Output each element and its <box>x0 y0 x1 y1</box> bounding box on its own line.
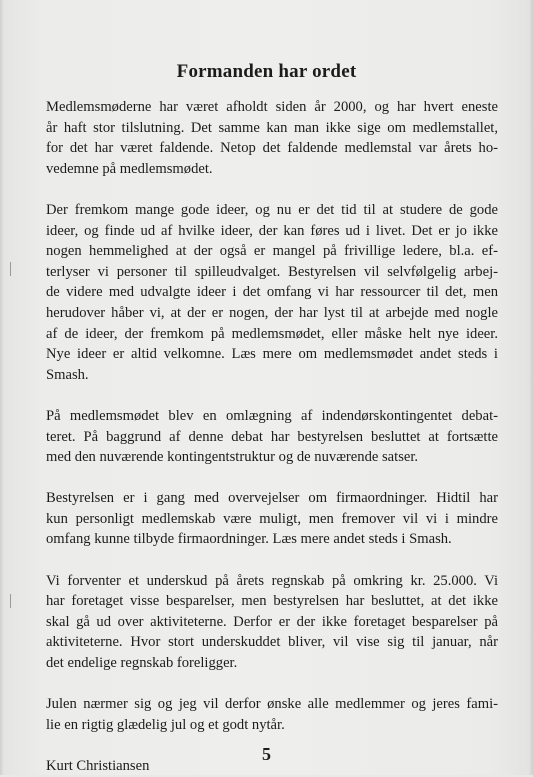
text-line: På medlemsmødet blev en omlægning af indendørskontingentet debat- <box>46 407 498 424</box>
text-line: Nye ideer er altid velkomne. Læs mere om medlemsmødet andet steds i <box>46 346 498 363</box>
text-line: har foretaget visse besparelser, men bestyrelsen har besluttet, at det ikke <box>46 593 498 610</box>
text-line: nogen hemmelighed at der også er mangel på frivillige ledere, bl.a. ef- <box>46 243 498 260</box>
text-line: kun personligt medlemskab være muligt, men fremover vil vi i mindre <box>46 510 498 527</box>
paragraph <box>46 97 498 179</box>
text-line: skal gå ud over aktiviteterne. Derfor er der ikke foretaget besparelser på <box>46 613 498 630</box>
text-line: af de ideer, der fremkom på medlemsmødet, eller måske helt nye ideer. <box>46 325 498 342</box>
text-line: Der fremkom mange gode ideer, og nu er det tid til at studere de gode <box>46 201 498 218</box>
text-line: teret. På baggrund af denne debat har bestyrelsen besluttet at fortsætte <box>46 428 498 445</box>
page-number: 5 <box>262 744 271 764</box>
text-line: de videre med udvalgte ideer i det omfang vi har ressourcer til det, men <box>46 284 498 301</box>
text-line: terlyser vi personer til spilleudvalget. Bestyrelsen vil selvfølgelig arbej- <box>46 263 498 280</box>
text-line: med den nuværende kontingentstruktur og de nuværende satser. <box>46 449 419 466</box>
text-line: herudover håber vi, at der er nogen, der har lyst til at arbejde med nogle <box>46 304 498 321</box>
binding-mark <box>10 262 11 276</box>
text-line: for det har været faldende. Netop det faldende medlemstal var årets ho- <box>46 140 498 157</box>
text-line: Julen nærmer sig og jeg vil derfor ønske alle medlemmer og jeres fami- <box>46 696 498 713</box>
paragraph <box>46 200 498 385</box>
text-line: aktiviteterne. Hvor stort underskuddet bliver, vil vise sig til januar, når <box>46 634 498 651</box>
text-line: Smash. <box>46 366 89 383</box>
paragraph <box>46 406 498 468</box>
page-edge-right <box>529 0 533 775</box>
paragraph <box>46 694 498 735</box>
signature: Kurt Christiansen <box>46 758 150 774</box>
article-body <box>46 97 498 777</box>
text-line: det endelige regnskab foreligger. <box>46 655 238 672</box>
text-line: Bestyrelsen er i gang med overvejelser om firmaordninger. Hidtil har <box>46 490 498 507</box>
text-line: omfang kunne tilbyde firmaordninger. Læs mere andet steds i Smash. <box>46 531 452 548</box>
text-line: vedemne på medlemsmødet. <box>46 160 213 177</box>
binding-mark <box>10 594 11 608</box>
page-title: Formanden har ordet <box>176 61 357 82</box>
text-line: Medlemsmøderne har været afholdt siden år 2000, og har hvert eneste <box>46 99 498 115</box>
text-line: lie en rigtig glædelig jul og et godt nytår. <box>46 716 285 733</box>
text-line: Vi forventer et underskud på årets regnskab på omkring kr. 25.000. Vi <box>46 572 498 589</box>
text-line: år haft stor tilslutning. Det samme kan man ikke sige om medlemstallet, <box>46 119 498 136</box>
paragraph <box>46 488 498 550</box>
page-edge-left <box>0 0 4 775</box>
paragraph <box>46 571 498 674</box>
text-line: ideer, og finde ud af hvilke ideer, der kan føres ud i livet. Det er jo ikke <box>46 222 498 239</box>
